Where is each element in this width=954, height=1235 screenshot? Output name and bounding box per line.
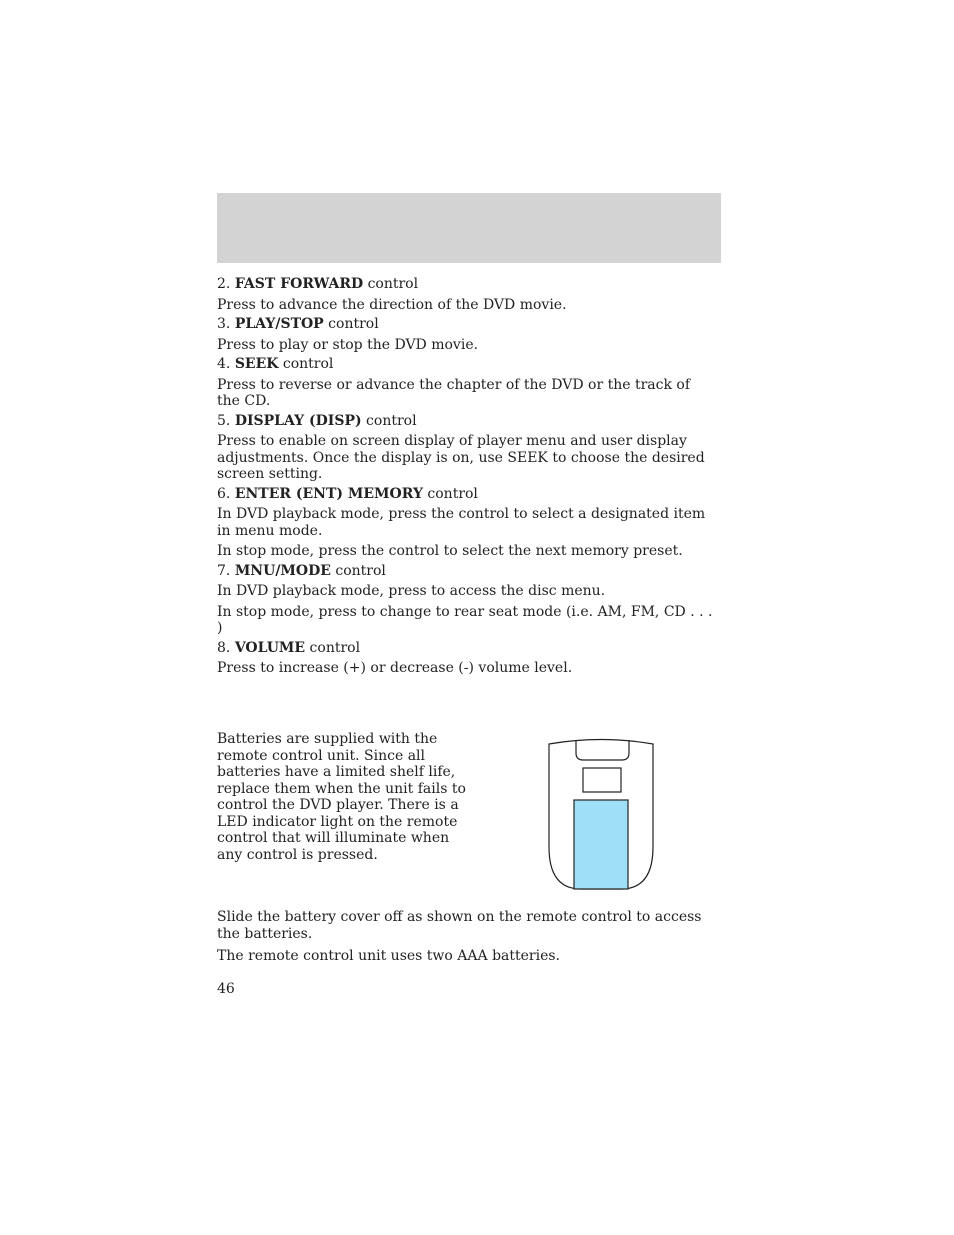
control-description: In stop mode, press to change to rear seat mode (i.e. AM, FM, CD . . . ) [217, 603, 713, 636]
control-name: DISPLAY (DISP) [234, 412, 362, 429]
controls-list [217, 276, 717, 680]
battery-cover [574, 800, 628, 889]
control-number: 2. [217, 276, 235, 292]
led-window [583, 768, 621, 792]
control-suffix: control [330, 562, 386, 579]
bottom-paragraph-1: Slide the battery cover off as shown on the remote control to access the batteries. [217, 909, 702, 942]
control-description: Press to enable on screen display of player menu and user display adjustments. Once the display is on, use SEEK to choose the desired screen setting. [217, 433, 705, 482]
control-name: MNU/MODE [234, 562, 331, 579]
control-name: FAST FORWARD [234, 276, 364, 292]
control-number: 8. [217, 639, 235, 656]
page-number: 46 [217, 981, 235, 997]
control-suffix: control [361, 412, 417, 429]
control-description: Press to reverse or advance the chapter of the DVD or the track of the CD. [217, 376, 691, 409]
control-description: Press to advance the direction of the DVD movie. [217, 296, 567, 313]
bottom-paragraph-2: The remote control unit uses two AAA batteries. [217, 948, 561, 964]
control-name: ENTER (ENT) MEMORY [234, 485, 423, 502]
control-heading [217, 316, 717, 333]
control-heading [217, 640, 717, 657]
control-suffix: control [278, 356, 334, 372]
battery-info [217, 731, 477, 863]
control-heading [217, 563, 717, 580]
control-name: SEEK [234, 356, 279, 372]
control-number: 3. [217, 316, 235, 332]
control-suffix: control [422, 485, 478, 502]
control-heading [217, 356, 717, 373]
control-number: 5. [217, 412, 235, 429]
control-number: 4. [217, 356, 235, 372]
control-suffix: control [363, 276, 419, 292]
control-heading [217, 486, 717, 503]
control-description: In stop mode, press the control to select the next memory preset. [217, 543, 683, 559]
header-band [217, 193, 721, 263]
control-heading [217, 413, 717, 430]
control-description: In DVD playback mode, press the control to select a designated item in menu mode. [217, 506, 706, 539]
control-number: 7. [217, 562, 235, 579]
control-heading [217, 276, 717, 293]
control-description: Press to increase (+) or decrease (-) volume level. [217, 660, 573, 676]
control-number: 6. [217, 485, 235, 502]
control-name: VOLUME [234, 639, 306, 656]
control-description: In DVD playback mode, press to access the disc menu. [217, 583, 606, 599]
control-description: Press to play or stop the DVD movie. [217, 336, 479, 353]
control-suffix: control [323, 316, 379, 332]
control-suffix: control [305, 639, 361, 656]
remote-control-illustration [546, 737, 656, 892]
control-name: PLAY/STOP [234, 316, 324, 332]
battery-paragraph: Batteries are supplied with the remote control unit. Since all batteries have a limited shelf life, replace them when the unit fails to control the DVD player. There is a LED indicator light on the remote control that will illuminate when any control is pressed. [217, 731, 466, 863]
battery-access-text [217, 909, 717, 971]
